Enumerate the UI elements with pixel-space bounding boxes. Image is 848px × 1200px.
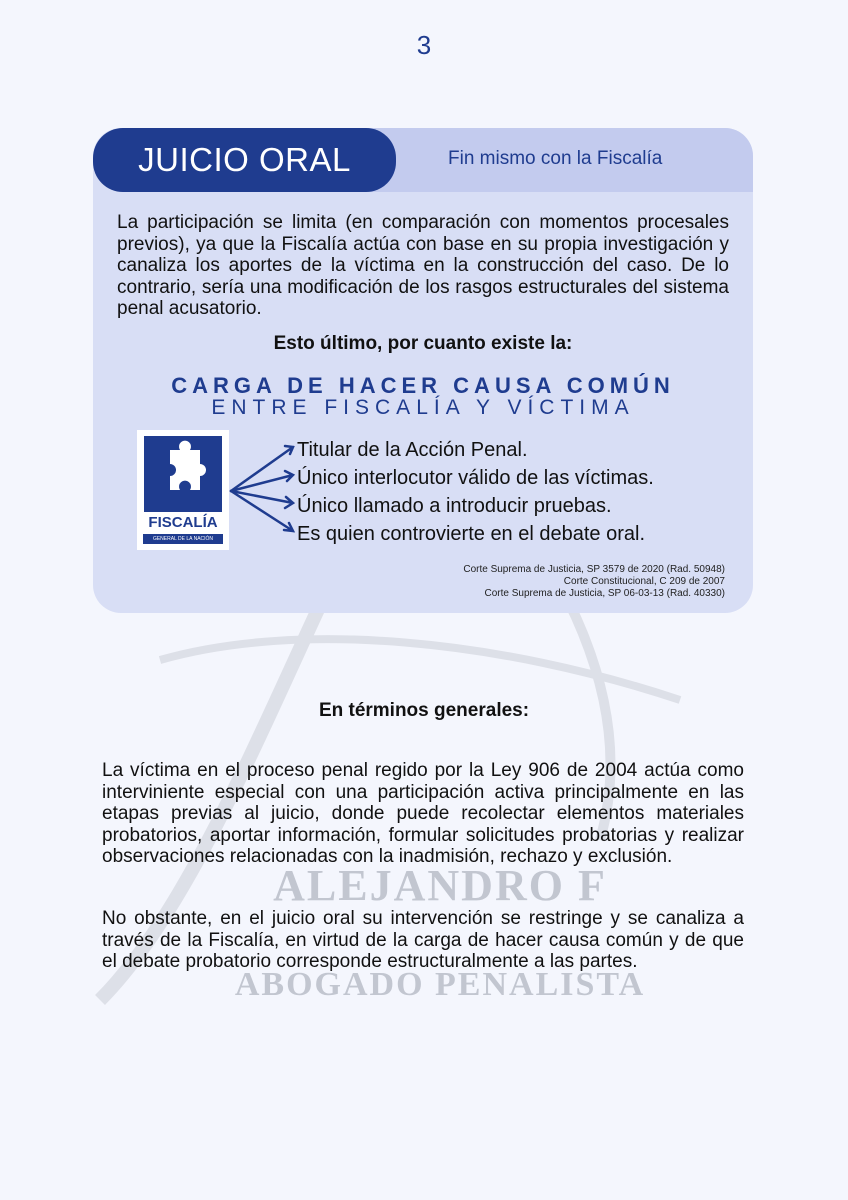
role-item: Único interlocutor válido de las víctimas. <box>297 467 654 489</box>
citations <box>463 564 725 600</box>
card-intro-text: La participación se limita (en comparación con momentos procesales previos), ya que la Fiscalía actúa con base en su propia investigación y canaliza los aportes de la víctima en la construcción del caso. De lo contrario, sería una modificación de los rasgos estructurales del sistema penal acusatorio. <box>117 212 729 319</box>
citation: Corte Constitucional, C 209 de 2007 <box>563 576 725 587</box>
logo-square <box>144 436 222 512</box>
watermark-title: ABOGADO PENALISTA <box>234 966 646 1003</box>
logo-subname: GENERAL DE LA NACIÓN <box>143 534 223 544</box>
fiscalia-roles-list <box>297 436 654 548</box>
general-paragraph-1: La víctima en el proceso penal regido por la Ley 906 de 2004 actúa como interviniente especial con una participación activa principalmente en las etapas previas al juicio, donde puede recolectar elementos materiales probatorios, aportar información, formular solicitudes probatorias y realizar observaciones relacionadas con la inadmisión, rechazo y exclusión. <box>102 760 744 867</box>
citation: Corte Suprema de Justicia, SP 3579 de 2020 (Rad. 50948) <box>463 564 725 575</box>
role-item: Único llamado a introducir pruebas. <box>297 495 612 517</box>
juicio-oral-card <box>93 128 753 613</box>
general-heading: En términos generales: <box>318 700 530 721</box>
arrows-diagram <box>227 433 299 545</box>
burden-subtitle: ENTRE FISCALÍA Y VÍCTIMA <box>211 396 635 419</box>
puzzle-piece-icon <box>144 436 222 512</box>
card-title: JUICIO ORAL <box>93 128 396 192</box>
page-number: 3 <box>416 30 432 60</box>
logo-name: FISCALÍA <box>148 514 218 531</box>
burden-title: CARGA DE HACER CAUSA COMÚN <box>171 373 675 398</box>
general-paragraph-2: No obstante, en el juicio oral su intervención se restringe y se canaliza a través de la Fiscalía, en virtud de la carga de hacer causa común y de que el debate probatorio corresponde estructuralmente a las partes. <box>102 908 744 972</box>
watermark-name: ALEJANDRO F <box>273 861 607 910</box>
citation: Corte Suprema de Justicia, SP 06-03-13 (Rad. 40330) <box>484 588 725 599</box>
card-lead-text: Esto último, por cuanto existe la: <box>273 333 573 354</box>
card-subtitle: Fin mismo con la Fiscalía <box>448 148 663 169</box>
role-item: Es quien controvierte en el debate oral. <box>297 523 645 545</box>
role-item: Titular de la Acción Penal. <box>297 439 528 461</box>
fiscalia-logo <box>137 430 229 550</box>
